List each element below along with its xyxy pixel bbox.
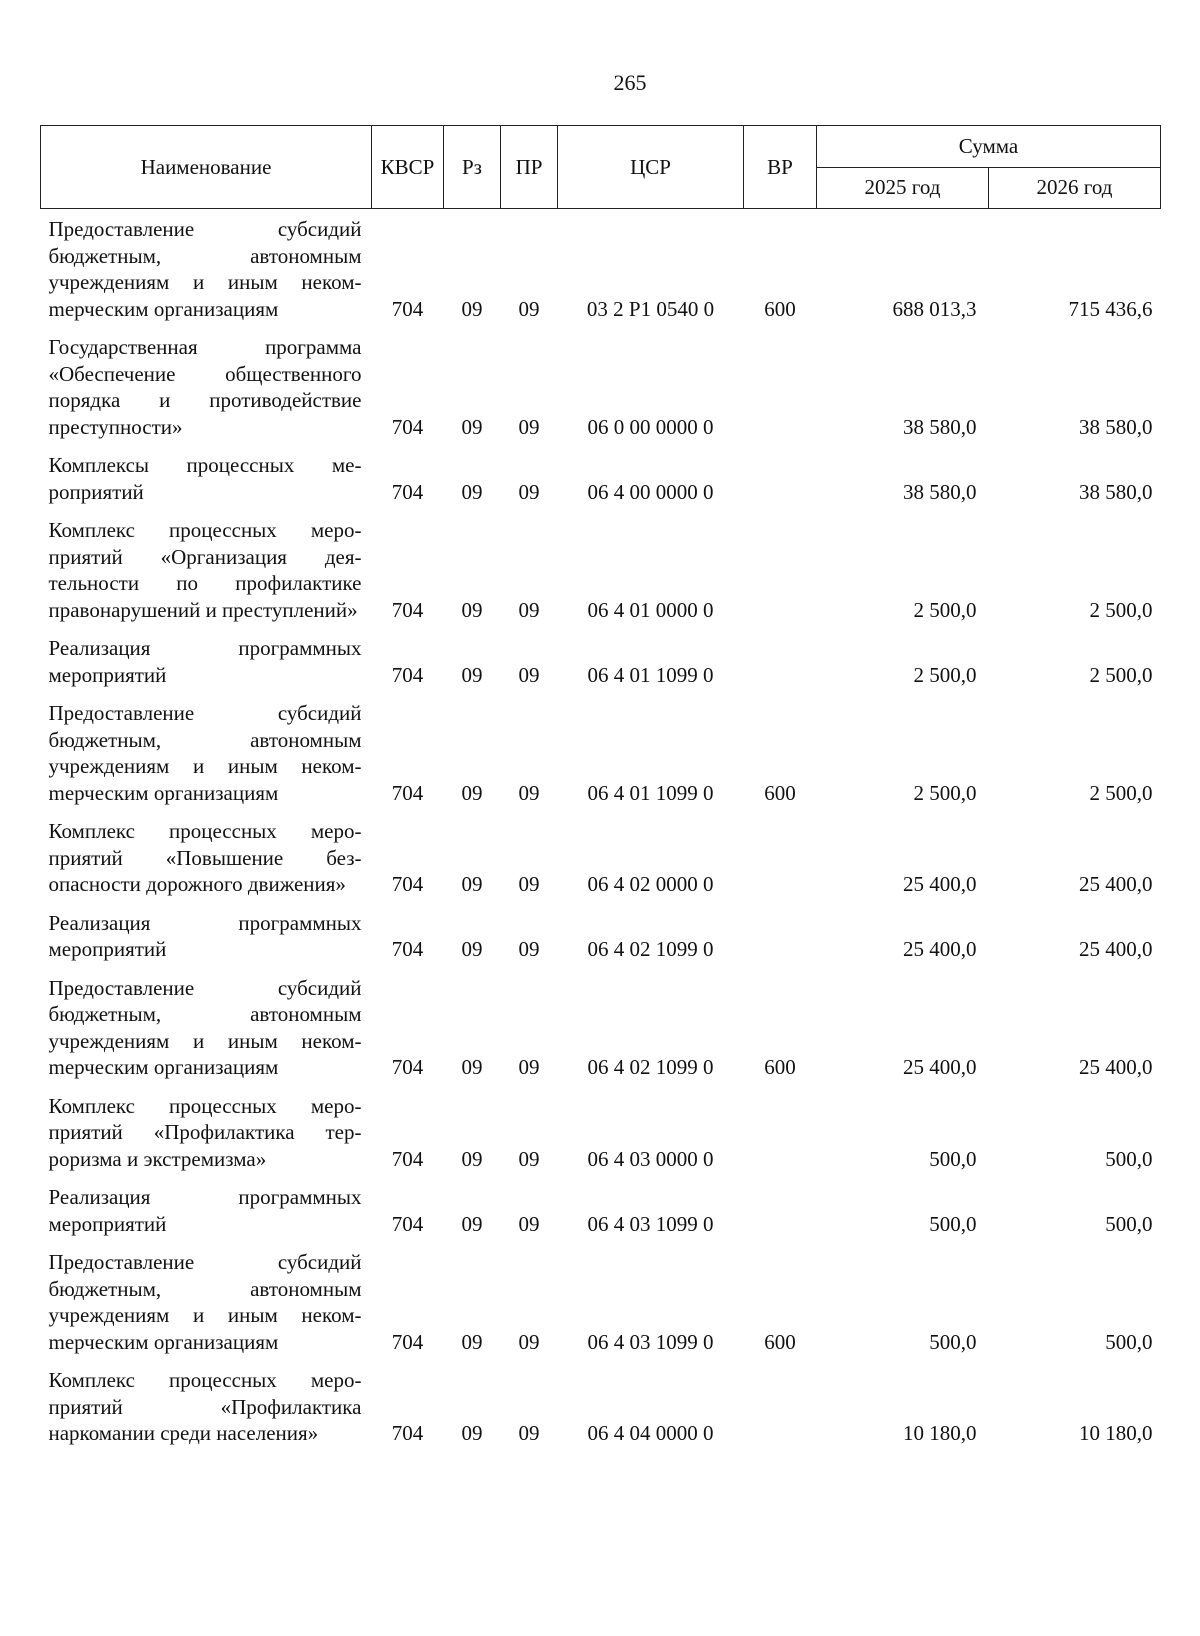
header-pr: ПР [501,126,558,209]
row-rz: 09 [461,937,483,961]
row-vr [744,445,817,510]
table-row [41,903,1161,968]
header-rz: Рз [444,126,501,209]
row-rz: 09 [461,1421,483,1445]
table-row [41,811,1161,903]
row-csr: 06 4 01 0000 0 [587,597,714,622]
row-name: Комплекс процессных мероприятий «Повышение безопасности дорожного движения» [48,819,362,896]
row-sum-2025: 2 500,0 [913,780,977,805]
row-sum-2025: 500,0 [929,1146,977,1171]
row-pr: 09 [518,662,540,687]
row-sum-2026: 2 500,0 [1089,780,1153,805]
row-rz: 09 [461,414,483,439]
row-name: Комплекс процессных мероприятий «Организация деятельности по профилактике правонарушений и преступлений» [48,518,362,622]
row-sum-2026: 25 400,0 [1079,1055,1153,1079]
row-rz: 09 [461,296,483,321]
row-name: Государственная программа «Обеспечение общественного порядка и противодействие преступности» [48,335,362,439]
table-row [41,968,1161,1086]
row-sum-2025: 688 013,3 [892,296,977,321]
table-row [41,628,1161,693]
row-pr: 09 [518,872,540,896]
table-row [41,1177,1161,1242]
row-csr: 03 2 Р1 0540 0 [586,296,715,321]
row-vr: 600 [764,1055,796,1079]
header-kvsr: КВСР [372,126,444,209]
row-vr: 600 [764,780,796,805]
row-vr: 600 [764,296,796,321]
row-pr: 09 [518,780,540,805]
table-row [41,327,1161,445]
row-rz: 09 [461,872,483,896]
row-sum-2025: 25 400,0 [903,872,977,896]
row-csr: 06 4 01 1099 0 [587,662,714,687]
row-name: Комплекс процессных мероприятий «Профилактика терроризма и экстремизма» [48,1093,362,1171]
row-sum-2026: 500,0 [1105,1329,1153,1354]
row-name: Предоставление субсидий бюджетным, автономным учреждениям и иным некомmерческим организациям [48,217,362,321]
row-csr: 06 4 00 0000 0 [587,479,714,504]
row-name: Реализация программных мероприятий [48,636,362,687]
row-sum-2026: 500,0 [1105,1146,1153,1171]
table-row [41,445,1161,510]
row-sum-2026: 2 500,0 [1089,597,1153,622]
row-rz: 09 [461,597,483,622]
row-rz: 09 [461,1211,483,1236]
row-rz: 09 [461,662,483,687]
row-pr: 09 [518,1055,540,1079]
row-kvsr: 704 [391,1329,424,1354]
row-sum-2026: 715 436,6 [1068,296,1153,321]
row-pr: 09 [518,1146,540,1171]
row-csr: 06 4 03 1099 0 [587,1329,714,1354]
row-rz: 09 [461,1146,483,1171]
row-sum-2026: 10 180,0 [1079,1421,1153,1445]
header-sum: Сумма [817,126,1161,168]
row-csr: 06 0 00 0000 0 [587,414,714,439]
row-sum-2025: 500,0 [929,1211,977,1236]
table-row [41,1360,1161,1452]
row-vr: 600 [764,1329,796,1354]
row-sum-2025: 25 400,0 [903,1055,977,1079]
row-csr: 06 4 04 0000 0 [587,1421,714,1445]
row-sum-2025: 38 580,0 [903,479,977,504]
row-csr: 06 4 03 0000 0 [587,1146,714,1171]
row-vr [744,1086,817,1178]
row-kvsr: 704 [391,937,424,961]
row-pr: 09 [518,414,540,439]
row-name: Комплекс процессных мероприятий «Профилактика наркомании среди населения» [48,1368,362,1445]
row-vr [744,811,817,903]
row-sum-2025: 38 580,0 [903,414,977,439]
row-sum-2025: 500,0 [929,1329,977,1354]
row-vr [744,327,817,445]
row-name: Предоставление субсидий бюджетным, автономным учреждениям и иным некомmерческим организациям [48,1250,362,1354]
row-pr: 09 [518,1421,540,1445]
row-pr: 09 [518,937,540,961]
row-sum-2026: 25 400,0 [1079,872,1153,896]
header-year-2026: 2026 год [989,167,1161,209]
row-sum-2025: 25 400,0 [903,937,977,961]
row-kvsr: 704 [391,872,424,896]
table-row [41,1242,1161,1360]
row-kvsr: 704 [391,296,424,321]
row-kvsr: 704 [391,1421,424,1445]
header-name: Наименование [41,126,372,209]
row-pr: 09 [518,597,540,622]
row-sum-2026: 38 580,0 [1079,479,1153,504]
row-vr [744,628,817,693]
row-pr: 09 [518,479,540,504]
row-kvsr: 704 [391,1146,424,1171]
row-name: Реализация программных мероприятий [48,910,362,961]
row-kvsr: 704 [391,1211,424,1236]
row-vr [744,510,817,628]
budget-table [40,125,1161,1452]
row-sum-2025: 2 500,0 [913,662,977,687]
row-name: Предоставление субсидий бюджетным, автономным учреждениям и иным некомmерческим организациям [48,701,362,805]
table-row [41,510,1161,628]
row-name: Комплексы процессных мероприятий [48,453,362,504]
header-vr: ВР [744,126,817,209]
row-kvsr: 704 [391,1055,424,1079]
table-body [41,209,1161,1452]
row-csr: 06 4 02 1099 0 [587,937,714,961]
table-row [41,209,1161,328]
row-csr: 06 4 02 1099 0 [587,1055,714,1079]
row-pr: 09 [518,1211,540,1236]
row-rz: 09 [461,1055,483,1079]
row-sum-2026: 2 500,0 [1089,662,1153,687]
header-csr: ЦСР [558,126,744,209]
row-vr [744,1177,817,1242]
row-kvsr: 704 [391,597,424,622]
header-year-2025: 2025 год [817,167,989,209]
row-csr: 06 4 01 1099 0 [587,780,714,805]
row-sum-2025: 2 500,0 [913,597,977,622]
row-csr: 06 4 03 1099 0 [587,1211,714,1236]
row-kvsr: 704 [391,662,424,687]
row-kvsr: 704 [391,479,424,504]
row-name: Реализация программных мероприятий [48,1185,362,1236]
table-row [41,1086,1161,1178]
row-sum-2025: 10 180,0 [903,1421,977,1445]
row-vr [744,1360,817,1452]
row-pr: 09 [518,296,540,321]
row-csr: 06 4 02 0000 0 [587,872,714,896]
table-header [41,126,1161,209]
row-rz: 09 [461,1329,483,1354]
row-kvsr: 704 [391,780,424,805]
row-rz: 09 [461,780,483,805]
page-number: 265 [613,70,647,95]
row-sum-2026: 38 580,0 [1079,414,1153,439]
row-kvsr: 704 [391,414,424,439]
row-vr [744,903,817,968]
row-name: Предоставление субсидий бюджетным, автономным учреждениям и иным некомmерческим организациям [48,975,362,1079]
table-row [41,693,1161,811]
row-rz: 09 [461,479,483,504]
row-sum-2026: 500,0 [1105,1211,1153,1236]
row-sum-2026: 25 400,0 [1079,937,1153,961]
row-pr: 09 [518,1329,540,1354]
